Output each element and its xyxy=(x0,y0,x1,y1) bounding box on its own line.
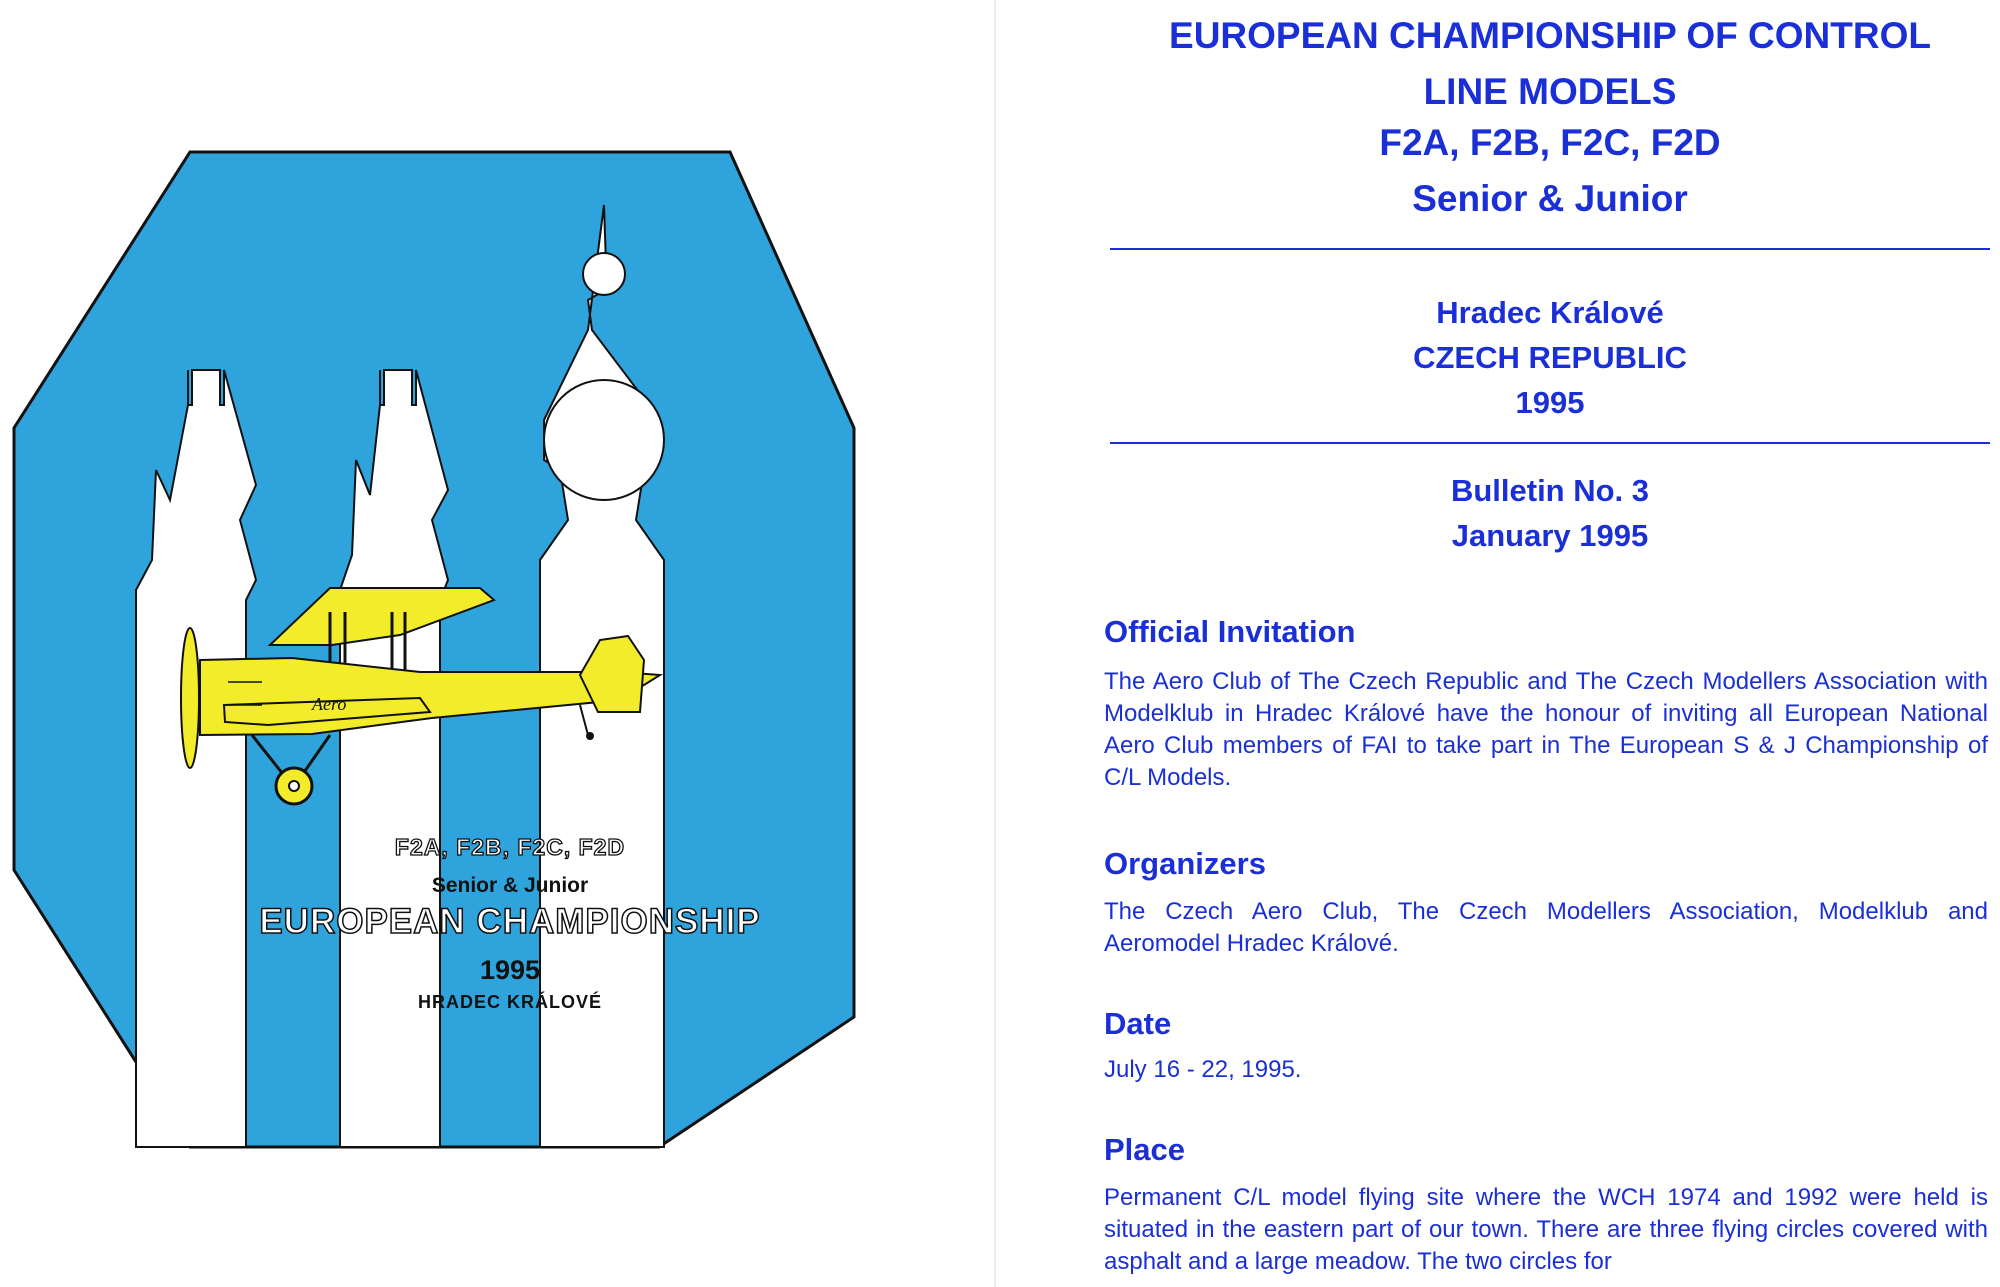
cover-categories: Senior & Junior xyxy=(431,874,589,897)
bulletin-city: Hradec Králové xyxy=(1436,295,1664,330)
bulletin-issue xyxy=(1100,468,2000,558)
cover-event-title: EUROPEAN CHAMPIONSHIP xyxy=(259,902,761,941)
bulletin-number: Bulletin No. 3 xyxy=(1450,473,1650,508)
bulletin-categories: Senior & Junior xyxy=(1412,178,1688,219)
bulletin-location xyxy=(1100,290,2000,425)
tower-middle-silhouette xyxy=(340,370,448,1147)
tower-clock xyxy=(544,380,664,500)
section-body-organizers: The Czech Aero Club, The Czech Modellers Association, Modelklub and Aeromodel Hradec Králové. xyxy=(1104,898,1988,957)
cover-classes: F2A, F2B, F2C, F2D xyxy=(394,834,626,860)
bulletin-title-line2: LINE MODELS xyxy=(1423,71,1677,112)
section-body-date: July 16 - 22, 1995. xyxy=(1104,1056,1302,1083)
section-title-date: Date xyxy=(1104,1006,1172,1041)
bulletin-year: 1995 xyxy=(1515,385,1585,420)
section-title-organizers: Organizers xyxy=(1104,846,1266,881)
page-fold xyxy=(994,0,996,1287)
bulletin-title xyxy=(1100,8,2000,120)
cover-artwork xyxy=(0,0,994,1287)
header-divider-bottom xyxy=(1110,442,1990,444)
bulletin-title-line1: EUROPEAN CHAMPIONSHIP OF CONTROL xyxy=(1169,15,1931,56)
cover-year: 1995 xyxy=(479,955,541,985)
section-title-place: Place xyxy=(1104,1132,1186,1167)
section-title-invitation: Official Invitation xyxy=(1104,614,1356,649)
bulletin-country: CZECH REPUBLIC xyxy=(1413,340,1687,375)
header-divider-top xyxy=(1110,248,1990,250)
cover-city: HRADEC KRÁLOVÉ xyxy=(417,992,602,1012)
bulletin-issue-date: January 1995 xyxy=(1451,518,1649,553)
biplane-propeller xyxy=(181,628,199,768)
section-body-place: Permanent C/L model flying site where the WCH 1974 and 1992 were held is situated in the eastern part of our town. There are three flying circles covered with asphalt and a large meadow. The two circles for xyxy=(1104,1184,1988,1275)
spire-ball xyxy=(583,253,625,295)
bulletin-classes: F2A, F2B, F2C, F2D xyxy=(1379,122,1721,163)
section-body-invitation: The Aero Club of The Czech Republic and The Czech Modellers Association with Modelklub in Hradec Králové have the honour of inviting all European National Aero Club members of FAI to take part in The European S & J Championship of C/L Models. xyxy=(1104,668,1988,791)
biplane-marking: Aero xyxy=(312,694,347,714)
